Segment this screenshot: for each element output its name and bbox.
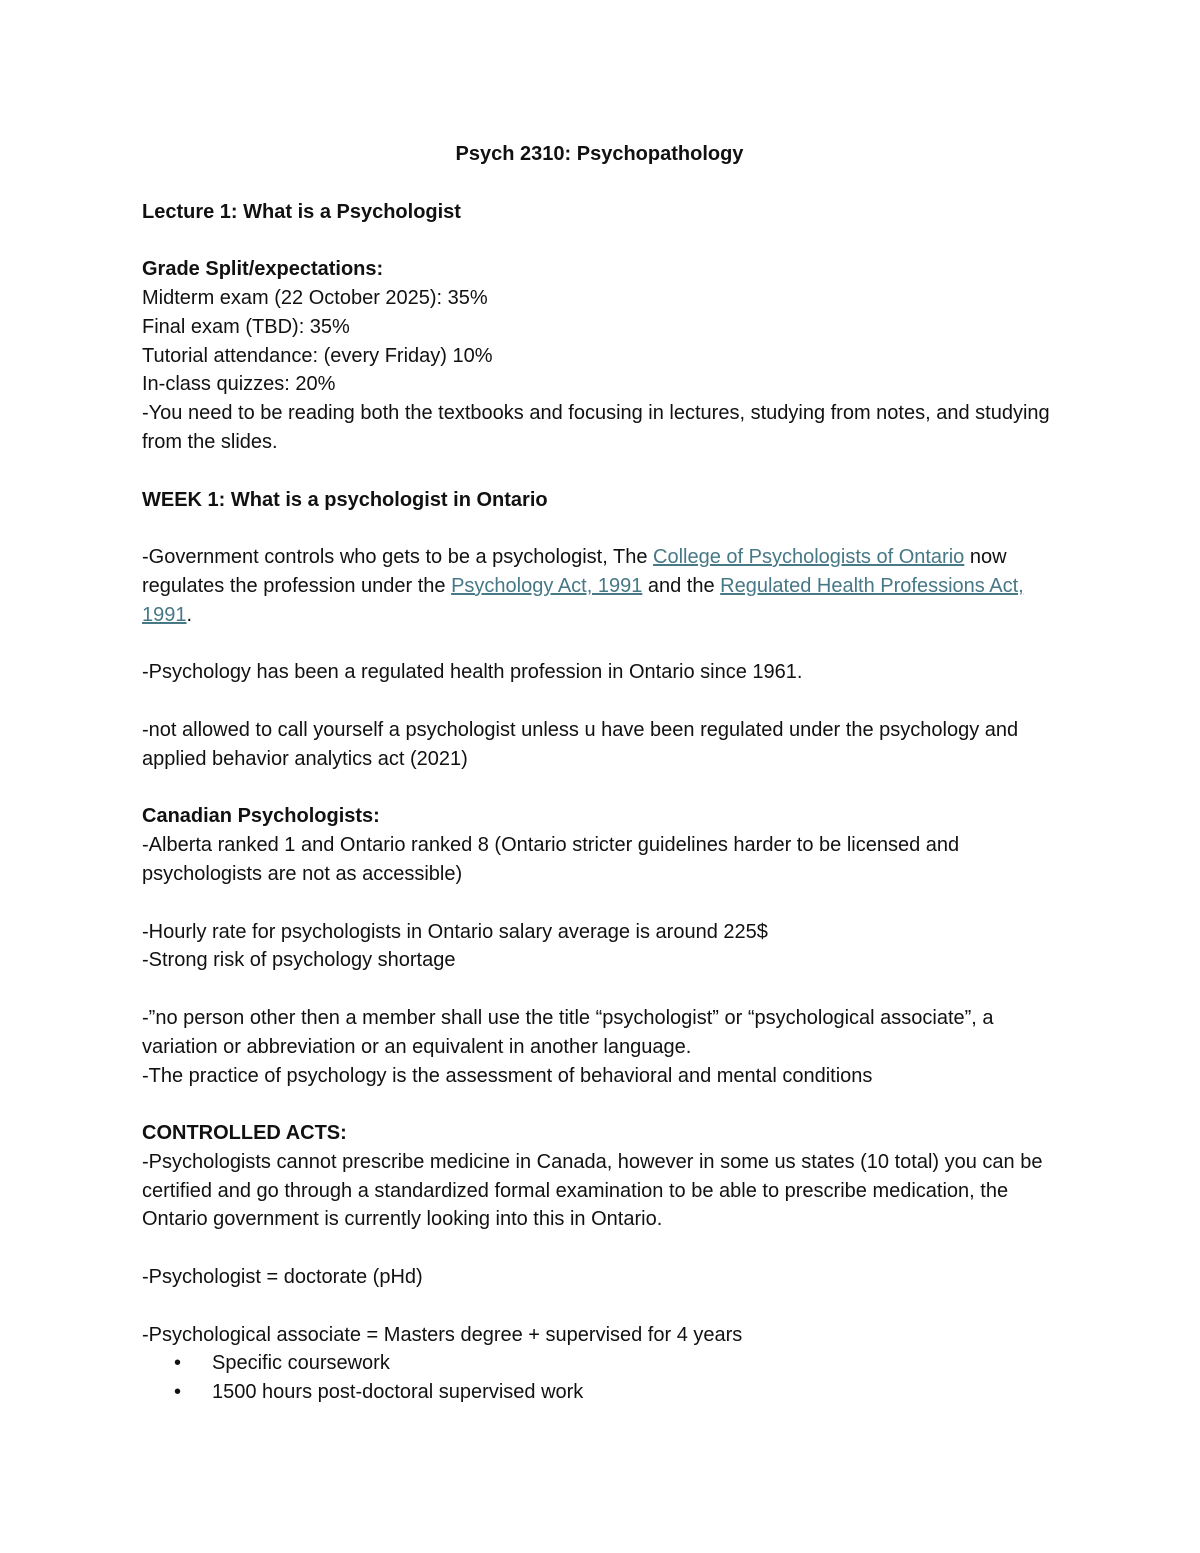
list-item: • 1500 hours post-doctoral supervised work: [212, 1378, 1057, 1407]
spacer: [142, 226, 1057, 255]
spacer: [142, 1234, 1057, 1263]
ranking-text: -Alberta ranked 1 and Ontario ranked 8 (Ontario stricter guidelines harder to be licensed and psychologists are not as accessible): [142, 834, 960, 885]
spacer: [142, 1090, 1057, 1119]
requirements-list: [142, 1349, 1057, 1407]
since-1961-text: -Psychology has been a regulated health profession in Ontario since 1961.: [142, 661, 803, 684]
grade-final: Final exam (TBD): 35%: [142, 315, 350, 338]
spacer: [142, 889, 1057, 918]
shortage-text: -Strong risk of psychology shortage: [142, 949, 456, 972]
list-item: • Specific coursework: [212, 1349, 1057, 1378]
title-restriction-text: -not allowed to call yourself a psychologist unless u have been regulated under the psychology and applied behavior analytics act (2021): [142, 718, 1019, 770]
regulation-mid2: and the: [642, 574, 721, 597]
spacer: [142, 975, 1057, 1004]
week1-heading: WEEK 1: What is a psychologist in Ontario: [142, 488, 548, 511]
grade-heading: Grade Split/expectations:: [142, 258, 384, 281]
document-title: Psych 2310: Psychopathology: [455, 143, 744, 165]
spacer: [142, 687, 1057, 716]
practice-text: -The practice of psychology is the assessment of behavioral and mental conditions: [142, 1064, 873, 1087]
grade-midterm: Midterm exam (22 October 2025): 35%: [142, 286, 488, 309]
link-college-of-psychologists[interactable]: College of Psychologists of Ontario: [653, 546, 965, 569]
spacer: [142, 774, 1057, 803]
canadian-heading: Canadian Psychologists:: [142, 805, 380, 828]
prescribe-text: -Psychologists cannot prescribe medicine in Canada, however in some us states (10 total) you can be certified and go through a standardized formal examination to be able to prescribe medication, the Ontario government is currently looking into this in Ontario.: [142, 1150, 1043, 1231]
link-rhpa[interactable]: Regulated Health Professions Act, 1991: [142, 574, 1024, 626]
regulation-end: .: [186, 603, 193, 626]
grade-tutorial: Tutorial attendance: (every Friday) 10%: [142, 344, 493, 367]
hourly-rate-text: -Hourly rate for psychologists in Ontario salary average is around 225$: [142, 920, 768, 943]
grade-note: -You need to be reading both the textbooks and focusing in lectures, studying from notes, and studying from the slides.: [142, 402, 1050, 453]
spacer: [142, 457, 1057, 486]
associate-definition: -Psychological associate = Masters degree + supervised for 4 years: [142, 1323, 743, 1346]
spacer: [142, 1292, 1057, 1321]
lecture-heading: Lecture 1: What is a Psychologist: [142, 200, 461, 223]
psychologist-definition: -Psychologist = doctorate (pHd): [142, 1266, 423, 1289]
grade-quizzes: In-class quizzes: 20%: [142, 373, 336, 396]
title-quote-text: -”no person other then a member shall use the title “psychologist” or “psychological associate”, a variation or abbreviation or an equivalent in another language.: [142, 1006, 994, 1058]
regulation-mid1: now regulates the profession under the: [142, 546, 1007, 597]
link-psychology-act[interactable]: Psychology Act, 1991: [451, 574, 643, 597]
regulation-paragraph: [142, 543, 1057, 629]
spacer: [142, 630, 1057, 659]
controlled-acts-heading: CONTROLLED ACTS:: [142, 1122, 347, 1145]
spacer: [142, 514, 1057, 543]
document-body: [142, 140, 1057, 1407]
regulation-intro: -Government controls who gets to be a psychologist, The: [142, 546, 654, 569]
